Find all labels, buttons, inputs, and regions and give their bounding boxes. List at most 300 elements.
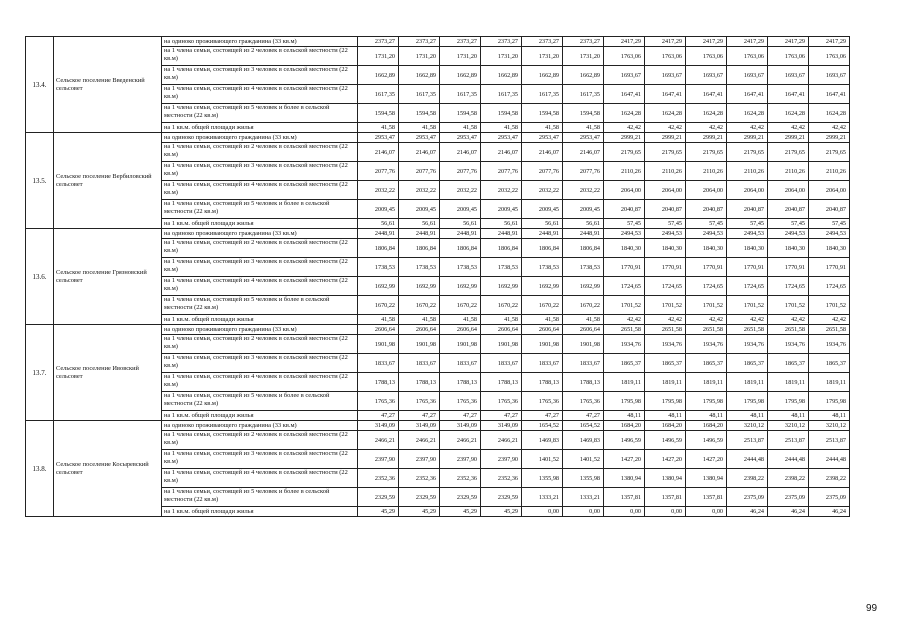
value-cell: 2494,53	[604, 229, 645, 239]
value-cell: 1724,65	[768, 277, 809, 296]
value-cell: 2417,29	[809, 37, 850, 47]
table-row	[26, 37, 850, 47]
value-cell: 2417,29	[768, 37, 809, 47]
value-cell: 1795,98	[768, 392, 809, 411]
value-cell: 1469,83	[563, 431, 604, 450]
value-cell: 1765,36	[522, 392, 563, 411]
value-cell: 1770,91	[768, 258, 809, 277]
value-cell: 2146,07	[440, 143, 481, 162]
value-cell: 1763,06	[604, 47, 645, 66]
value-cell: 2040,87	[645, 200, 686, 219]
value-cell: 1731,20	[399, 47, 440, 66]
value-cell: 2110,26	[768, 162, 809, 181]
row-label: на 1 кв.м. общей площади жилья	[162, 507, 358, 517]
row-label: на одиноко проживающего гражданина (33 кв.м)	[162, 229, 358, 239]
value-cell: 2398,22	[768, 469, 809, 488]
value-cell: 2397,90	[440, 450, 481, 469]
value-cell: 1693,67	[809, 66, 850, 85]
row-label: на 1 члена семьи, состоящей из 3 человек в сельской местности (22 кв.м)	[162, 258, 358, 277]
table-row	[26, 133, 850, 143]
value-cell: 2494,53	[645, 229, 686, 239]
value-cell: 1819,11	[645, 373, 686, 392]
value-cell: 2179,65	[686, 143, 727, 162]
value-cell: 0,00	[563, 507, 604, 517]
settlement-name: Сельское поселение Вербиловский сельсовет	[54, 133, 162, 229]
value-cell: 1594,58	[358, 104, 399, 123]
value-cell: 48,11	[727, 411, 768, 421]
value-cell: 1795,98	[727, 392, 768, 411]
value-cell: 2352,36	[358, 469, 399, 488]
value-cell: 3149,09	[481, 421, 522, 431]
value-cell: 1806,84	[481, 239, 522, 258]
value-cell: 1738,53	[563, 258, 604, 277]
value-cell: 2999,21	[768, 133, 809, 143]
value-cell: 2494,53	[727, 229, 768, 239]
row-label: на 1 кв.м. общей площади жилья	[162, 123, 358, 133]
value-cell: 1795,98	[645, 392, 686, 411]
value-cell: 1692,99	[522, 277, 563, 296]
value-cell: 2146,07	[358, 143, 399, 162]
value-cell: 46,24	[727, 507, 768, 517]
row-label: на 1 члена семьи, состоящей из 3 человек в сельской местности (22 кв.м)	[162, 162, 358, 181]
value-cell: 1806,84	[563, 239, 604, 258]
value-cell: 41,58	[399, 315, 440, 325]
value-cell: 2077,76	[481, 162, 522, 181]
value-cell: 3149,09	[358, 421, 399, 431]
value-cell: 1380,94	[604, 469, 645, 488]
value-cell: 2494,53	[686, 229, 727, 239]
value-cell: 42,42	[686, 315, 727, 325]
value-cell: 2329,59	[358, 488, 399, 507]
value-cell: 2651,58	[604, 325, 645, 335]
value-cell: 2064,00	[768, 181, 809, 200]
value-cell: 41,58	[563, 123, 604, 133]
value-cell: 1865,37	[604, 354, 645, 373]
value-cell: 2329,59	[399, 488, 440, 507]
value-cell: 41,58	[399, 123, 440, 133]
value-cell: 1647,41	[645, 85, 686, 104]
value-cell: 1738,53	[522, 258, 563, 277]
value-cell: 42,42	[686, 123, 727, 133]
row-label: на 1 члена семьи, состоящей из 3 человек в сельской местности (22 кв.м)	[162, 66, 358, 85]
value-cell: 48,11	[604, 411, 645, 421]
value-cell: 1806,84	[399, 239, 440, 258]
value-cell: 2953,47	[481, 133, 522, 143]
value-cell: 2606,64	[358, 325, 399, 335]
value-cell: 1357,81	[645, 488, 686, 507]
row-label: на 1 члена семьи, состоящей из 5 человек и более в сельской местности (22 кв.м)	[162, 392, 358, 411]
value-cell: 2398,22	[809, 469, 850, 488]
table-row	[26, 421, 850, 431]
value-cell: 1934,76	[604, 335, 645, 354]
value-cell: 1693,67	[604, 66, 645, 85]
value-cell: 0,00	[522, 507, 563, 517]
value-cell: 0,00	[645, 507, 686, 517]
value-cell: 2448,91	[481, 229, 522, 239]
settlement-name: Сельское поселение Грязновский сельсовет	[54, 229, 162, 325]
value-cell: 2077,76	[563, 162, 604, 181]
value-cell: 1934,76	[768, 335, 809, 354]
value-cell: 1693,67	[645, 66, 686, 85]
value-cell: 41,58	[522, 315, 563, 325]
value-cell: 57,45	[686, 219, 727, 229]
row-label: на 1 члена семьи, состоящей из 3 человек в сельской местности (22 кв.м)	[162, 354, 358, 373]
value-cell: 56,61	[522, 219, 563, 229]
value-cell: 2375,09	[727, 488, 768, 507]
value-cell: 42,42	[727, 315, 768, 325]
value-cell: 2110,26	[809, 162, 850, 181]
value-cell: 2329,59	[440, 488, 481, 507]
value-cell: 1496,59	[604, 431, 645, 450]
value-cell: 1865,37	[809, 354, 850, 373]
value-cell: 1617,35	[481, 85, 522, 104]
value-cell: 1594,58	[563, 104, 604, 123]
value-cell: 3210,12	[809, 421, 850, 431]
value-cell: 1840,30	[686, 239, 727, 258]
value-cell: 2146,07	[399, 143, 440, 162]
value-cell: 1662,89	[563, 66, 604, 85]
value-cell: 2999,21	[686, 133, 727, 143]
value-cell: 1819,11	[686, 373, 727, 392]
value-cell: 2064,00	[686, 181, 727, 200]
value-cell: 2064,00	[645, 181, 686, 200]
value-cell: 1692,99	[358, 277, 399, 296]
value-cell: 42,42	[768, 315, 809, 325]
value-cell: 48,11	[768, 411, 809, 421]
value-cell: 41,58	[481, 315, 522, 325]
value-cell: 1788,13	[481, 373, 522, 392]
row-label: на 1 члена семьи, состоящей из 4 человек в сельской местности (22 кв.м)	[162, 373, 358, 392]
value-cell: 2513,87	[768, 431, 809, 450]
value-cell: 1401,52	[522, 450, 563, 469]
value-cell: 1624,28	[727, 104, 768, 123]
value-cell: 2077,76	[440, 162, 481, 181]
page-number: 99	[866, 603, 878, 614]
row-label: на 1 члена семьи, состоящей из 5 человек и более в сельской местности (22 кв.м)	[162, 104, 358, 123]
value-cell: 1795,98	[686, 392, 727, 411]
value-cell: 1496,59	[645, 431, 686, 450]
section-index: 13.4.	[26, 37, 54, 133]
value-cell: 2329,59	[481, 488, 522, 507]
value-cell: 46,24	[768, 507, 809, 517]
value-cell: 57,45	[645, 219, 686, 229]
value-cell: 1833,67	[563, 354, 604, 373]
value-cell: 2179,65	[604, 143, 645, 162]
value-cell: 0,00	[686, 507, 727, 517]
value-cell: 1624,28	[645, 104, 686, 123]
value-cell: 42,42	[809, 123, 850, 133]
value-cell: 1770,91	[645, 258, 686, 277]
value-cell: 1901,98	[522, 335, 563, 354]
value-cell: 1865,37	[686, 354, 727, 373]
value-cell: 1731,20	[481, 47, 522, 66]
value-cell: 1901,98	[440, 335, 481, 354]
value-cell: 2032,22	[481, 181, 522, 200]
value-cell: 1770,91	[604, 258, 645, 277]
value-cell: 1380,94	[686, 469, 727, 488]
value-cell: 1770,91	[686, 258, 727, 277]
value-cell: 1670,22	[563, 296, 604, 315]
value-cell: 1833,67	[522, 354, 563, 373]
value-cell: 2077,76	[399, 162, 440, 181]
value-cell: 2032,22	[399, 181, 440, 200]
value-cell: 1724,65	[809, 277, 850, 296]
value-cell: 2032,22	[358, 181, 399, 200]
section-index: 13.8.	[26, 421, 54, 517]
value-cell: 2466,21	[440, 431, 481, 450]
value-cell: 1701,52	[645, 296, 686, 315]
value-cell: 2110,26	[645, 162, 686, 181]
value-cell: 1738,53	[481, 258, 522, 277]
value-cell: 2417,29	[727, 37, 768, 47]
value-cell: 2375,09	[768, 488, 809, 507]
value-cell: 2373,27	[522, 37, 563, 47]
value-cell: 45,29	[358, 507, 399, 517]
value-cell: 1624,28	[768, 104, 809, 123]
value-cell: 2953,47	[522, 133, 563, 143]
value-cell: 1594,58	[440, 104, 481, 123]
value-cell: 1654,52	[522, 421, 563, 431]
row-label: на 1 члена семьи, состоящей из 4 человек в сельской местности (22 кв.м)	[162, 277, 358, 296]
row-label: на 1 члена семьи, состоящей из 2 человек в сельской местности (22 кв.м)	[162, 431, 358, 450]
value-cell: 1670,22	[481, 296, 522, 315]
value-cell: 1763,06	[645, 47, 686, 66]
value-cell: 1765,36	[440, 392, 481, 411]
value-cell: 2448,91	[358, 229, 399, 239]
value-cell: 1765,36	[358, 392, 399, 411]
value-cell: 2179,65	[727, 143, 768, 162]
value-cell: 56,61	[481, 219, 522, 229]
value-cell: 2448,91	[563, 229, 604, 239]
value-cell: 1763,06	[768, 47, 809, 66]
value-cell: 1901,98	[358, 335, 399, 354]
value-cell: 1901,98	[563, 335, 604, 354]
value-cell: 1496,59	[686, 431, 727, 450]
value-cell: 0,00	[604, 507, 645, 517]
value-cell: 2606,64	[399, 325, 440, 335]
value-cell: 1594,58	[522, 104, 563, 123]
value-cell: 42,42	[809, 315, 850, 325]
value-cell: 1765,36	[481, 392, 522, 411]
row-label: на 1 члена семьи, состоящей из 4 человек в сельской местности (22 кв.м)	[162, 85, 358, 104]
value-cell: 1819,11	[604, 373, 645, 392]
value-cell: 45,29	[481, 507, 522, 517]
value-cell: 1840,30	[809, 239, 850, 258]
value-cell: 2494,53	[809, 229, 850, 239]
value-cell: 41,58	[522, 123, 563, 133]
value-cell: 57,45	[768, 219, 809, 229]
value-cell: 2009,45	[563, 200, 604, 219]
tariff-table	[25, 36, 850, 517]
value-cell: 1770,91	[727, 258, 768, 277]
value-cell: 1724,65	[727, 277, 768, 296]
value-cell: 1806,84	[440, 239, 481, 258]
value-cell: 2146,07	[563, 143, 604, 162]
value-cell: 47,27	[522, 411, 563, 421]
row-label: на 1 члена семьи, состоящей из 3 человек в сельской местности (22 кв.м)	[162, 450, 358, 469]
value-cell: 1840,30	[768, 239, 809, 258]
value-cell: 1357,81	[686, 488, 727, 507]
value-cell: 2953,47	[358, 133, 399, 143]
value-cell: 47,27	[399, 411, 440, 421]
row-label: на 1 члена семьи, состоящей из 2 человек в сельской местности (22 кв.м)	[162, 335, 358, 354]
table-row	[26, 229, 850, 239]
value-cell: 1427,20	[604, 450, 645, 469]
value-cell: 1692,99	[440, 277, 481, 296]
value-cell: 2146,07	[522, 143, 563, 162]
value-cell: 1934,76	[686, 335, 727, 354]
value-cell: 2373,27	[563, 37, 604, 47]
settlement-name: Сельское поселение Косыревский сельсовет	[54, 421, 162, 517]
value-cell: 2179,65	[645, 143, 686, 162]
value-cell: 2417,29	[604, 37, 645, 47]
settlement-name: Сельское поселение Ивовский сельсовет	[54, 325, 162, 421]
row-label: на одиноко проживающего гражданина (33 кв.м)	[162, 421, 358, 431]
value-cell: 1594,58	[481, 104, 522, 123]
value-cell: 1788,13	[522, 373, 563, 392]
value-cell: 1662,89	[481, 66, 522, 85]
value-cell: 48,11	[686, 411, 727, 421]
value-cell: 1770,91	[809, 258, 850, 277]
value-cell: 1670,22	[440, 296, 481, 315]
value-cell: 56,61	[440, 219, 481, 229]
value-cell: 57,45	[727, 219, 768, 229]
value-cell: 1819,11	[768, 373, 809, 392]
value-cell: 56,61	[563, 219, 604, 229]
value-cell: 1865,37	[645, 354, 686, 373]
value-cell: 41,58	[358, 315, 399, 325]
value-cell: 46,24	[809, 507, 850, 517]
value-cell: 1934,76	[727, 335, 768, 354]
value-cell: 1724,65	[686, 277, 727, 296]
value-cell: 2651,58	[645, 325, 686, 335]
value-cell: 1724,65	[604, 277, 645, 296]
value-cell: 2375,09	[809, 488, 850, 507]
value-cell: 1357,81	[604, 488, 645, 507]
value-cell: 1819,11	[727, 373, 768, 392]
value-cell: 41,58	[440, 123, 481, 133]
row-label: на 1 кв.м. общей площади жилья	[162, 315, 358, 325]
value-cell: 2513,87	[809, 431, 850, 450]
value-cell: 1738,53	[358, 258, 399, 277]
row-label: на 1 члена семьи, состоящей из 5 человек и более в сельской местности (22 кв.м)	[162, 296, 358, 315]
value-cell: 1692,99	[563, 277, 604, 296]
value-cell: 1701,52	[727, 296, 768, 315]
value-cell: 1333,21	[563, 488, 604, 507]
value-cell: 1765,36	[563, 392, 604, 411]
value-cell: 2651,58	[727, 325, 768, 335]
value-cell: 2953,47	[563, 133, 604, 143]
value-cell: 1693,67	[686, 66, 727, 85]
value-cell: 1617,35	[522, 85, 563, 104]
value-cell: 2651,58	[686, 325, 727, 335]
value-cell: 2373,27	[481, 37, 522, 47]
value-cell: 2999,21	[809, 133, 850, 143]
section-index: 13.7.	[26, 325, 54, 421]
value-cell: 1806,84	[358, 239, 399, 258]
value-cell: 2448,91	[522, 229, 563, 239]
value-cell: 2373,27	[358, 37, 399, 47]
value-cell: 1840,30	[604, 239, 645, 258]
value-cell: 1647,41	[809, 85, 850, 104]
value-cell: 1934,76	[809, 335, 850, 354]
value-cell: 1647,41	[686, 85, 727, 104]
value-cell: 1788,13	[440, 373, 481, 392]
value-cell: 42,42	[604, 123, 645, 133]
value-cell: 2397,90	[358, 450, 399, 469]
value-cell: 2606,64	[440, 325, 481, 335]
value-cell: 2606,64	[522, 325, 563, 335]
value-cell: 1662,89	[440, 66, 481, 85]
value-cell: 2444,48	[809, 450, 850, 469]
value-cell: 1763,06	[809, 47, 850, 66]
value-cell: 1795,98	[809, 392, 850, 411]
value-cell: 2448,91	[399, 229, 440, 239]
value-cell: 2999,21	[727, 133, 768, 143]
value-cell: 1647,41	[768, 85, 809, 104]
value-cell: 1617,35	[440, 85, 481, 104]
value-cell: 2999,21	[645, 133, 686, 143]
value-cell: 1670,22	[358, 296, 399, 315]
value-cell: 2417,29	[686, 37, 727, 47]
value-cell: 1692,99	[399, 277, 440, 296]
value-cell: 2009,45	[440, 200, 481, 219]
value-cell: 1693,67	[768, 66, 809, 85]
value-cell: 1788,13	[399, 373, 440, 392]
value-cell: 2373,27	[440, 37, 481, 47]
row-label: на 1 члена семьи, состоящей из 2 человек в сельской местности (22 кв.м)	[162, 47, 358, 66]
value-cell: 2651,58	[768, 325, 809, 335]
settlement-name: Сельское поселение Введенский сельсовет	[54, 37, 162, 133]
value-cell: 2077,76	[358, 162, 399, 181]
value-cell: 2040,87	[727, 200, 768, 219]
value-cell: 2466,21	[399, 431, 440, 450]
value-cell: 41,58	[563, 315, 604, 325]
value-cell: 2077,76	[522, 162, 563, 181]
value-cell: 3149,09	[440, 421, 481, 431]
value-cell: 42,42	[604, 315, 645, 325]
value-cell: 1731,20	[522, 47, 563, 66]
value-cell: 1840,30	[727, 239, 768, 258]
section-index: 13.6.	[26, 229, 54, 325]
value-cell: 2110,26	[604, 162, 645, 181]
value-cell: 42,42	[727, 123, 768, 133]
value-cell: 2466,21	[358, 431, 399, 450]
value-cell: 1654,52	[563, 421, 604, 431]
value-cell: 1380,94	[645, 469, 686, 488]
value-cell: 2444,48	[727, 450, 768, 469]
value-cell: 47,27	[358, 411, 399, 421]
value-cell: 1795,98	[604, 392, 645, 411]
value-cell: 2352,36	[440, 469, 481, 488]
value-cell: 2032,22	[522, 181, 563, 200]
value-cell: 1670,22	[399, 296, 440, 315]
value-cell: 1401,52	[563, 450, 604, 469]
value-cell: 48,11	[645, 411, 686, 421]
value-cell: 47,27	[481, 411, 522, 421]
value-cell: 1901,98	[481, 335, 522, 354]
value-cell: 2397,90	[481, 450, 522, 469]
value-cell: 1833,67	[358, 354, 399, 373]
value-cell: 1701,52	[768, 296, 809, 315]
table-body	[26, 37, 850, 517]
value-cell: 1731,20	[563, 47, 604, 66]
value-cell: 2953,47	[399, 133, 440, 143]
value-cell: 1662,89	[358, 66, 399, 85]
value-cell: 2009,45	[358, 200, 399, 219]
value-cell: 2398,22	[727, 469, 768, 488]
value-cell: 1670,22	[522, 296, 563, 315]
